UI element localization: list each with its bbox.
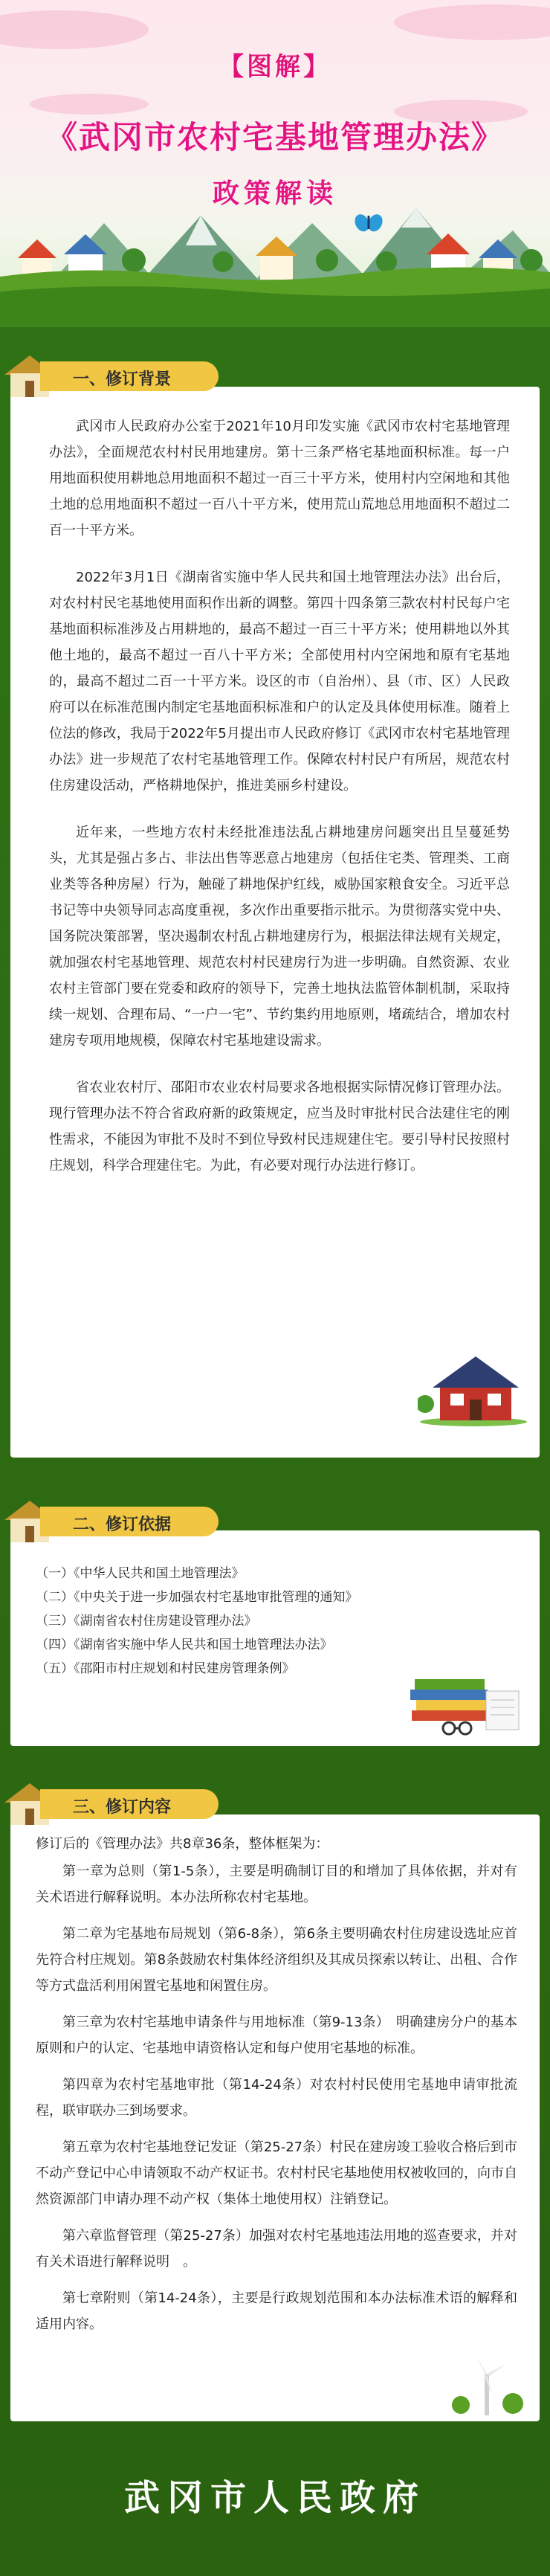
- section-heading-text: 一、修订背景: [73, 370, 172, 389]
- content-paragraph: 第五章为农村宅基地登记发证（第25-27条）村民在建房竣工验收合格后到市不动产登记中心申请领取不动产权证书。农村村民宅基地使用权被收回的，向市自然资源部门申请办理不动产权（集体土地使用权）注销登记。: [36, 2139, 517, 2207]
- section-heading-text: 二、修订依据: [73, 1516, 172, 1534]
- content-card: [10, 1815, 540, 2421]
- content-paragraph: 第二章为宅基地布局规划（第6-8条），第6条主要明确农村住房建设选址应首先符合村庄规划。第8条鼓励农村集体经济组织及其成员探索以转让、出租、合作等方式盘活利用闲置宅基地和闲置住房。: [36, 1926, 517, 1994]
- header-tag: 【图解】: [219, 52, 331, 82]
- content-paragraph: 第七章附则（第14-24条），主要是行政规划范围和本办法标准术语的解释和适用内容。: [36, 2290, 517, 2332]
- section-heading-basis: [0, 1498, 253, 1542]
- red-house-illustration: [418, 1345, 529, 1426]
- background-paragraph: 近年来，一些地方农村未经批准违法乱占耕地建房问题突出且呈蔓延势头，尤其是强占多占、非法出售等恶意占地建房（包括住宅类、管理类、工商业类等各种房屋）行为，触碰了耕地保护红线，威胁国家粮食安全。习近平总书记等中央领导同志高度重视，多次作出重要指示批示。为贯彻落实党中央、国务院决策部署，坚决遏制农村乱占耕地建房行为，根据法律法规有关规定，就加强农村宅基地管理、规范农村村民建房行为进一步明确。自然资源、农业农村主管部门要在党委和政府的领导下，完善土地执法监管体制机制，采取持续一规划、合理布局、“一户一宅”、节约集约用地原则，堵疏结合，增加农村建房专项用地规模，保障农村宅基地建设需求。: [49, 825, 510, 1049]
- basis-item: （一）《中华人民共和国土地管理法》: [36, 1566, 245, 1581]
- background-body: [49, 413, 510, 1200]
- basis-item: （三）《湖南省农村住房建设管理办法》: [36, 1614, 257, 1629]
- header-banner: [0, 0, 550, 327]
- background-card: [10, 387, 540, 1458]
- windmill-icon: [446, 2351, 528, 2418]
- footer-org: 武冈市人民政府: [123, 2477, 426, 2519]
- content-paragraph: 第六章监督管理（第25-27条）加强对农村宅基地违法用地的巡查要求，并对有关术语进行解释说明 。: [36, 2228, 517, 2270]
- background-paragraph: 2022年3月1日《湖南省实施中华人民共和国土地管理法办法》出台后，对农村村民宅基地使用面积作出新的调整。第四十四条第三款农村村民每户宅基地面积标准涉及占用耕地的，最高不超过一百三十平方米；使用耕地以外其他土地的，最高不超过一百八十平方米；全部使用村内空闲地和原有宅基地的，最高不超过二百一十平方米。设区的市（自治州）、县（市、区）人民政府可以在标准范围内制定宅基地面积标准和户的认定及具体使用标准。随着上位法的修改，我局于2022年5月提出市人民政府修订《武冈市农村宅基地管理办法》进一步规范了农村宅基地管理工作。保障农村村民户有所居，规范农村住房建设活动，严格耕地保护，推进美丽乡村建设。: [49, 570, 510, 793]
- section-heading-pill: [40, 1507, 219, 1536]
- content-body: [36, 1831, 517, 2348]
- glasses-icon: [443, 1722, 471, 1734]
- section-heading-text: 三、修订内容: [73, 1798, 172, 1817]
- section-heading-pill: [40, 1789, 219, 1819]
- basis-card: [10, 1530, 540, 1746]
- basis-item: （五）《邵阳市村庄规划和村民建房管理条例》: [36, 1661, 295, 1676]
- section-heading-content: [0, 1780, 253, 1825]
- section-heading-background: [0, 352, 253, 397]
- butterfly-icon: [352, 212, 385, 234]
- books-icon: [404, 1646, 523, 1736]
- content-paragraph: 第三章为农村宅基地申请条件与用地标准（第9-13条） 明确建房分户的基本原则和户的认定、宅基地申请资格认定和每户使用宅基地的标准。: [36, 2015, 517, 2056]
- content-lead: 修订后的《管理办法》共8章36条，整体框架为：: [36, 1836, 329, 1852]
- background-paragraph: 省农业农村厅、邵阳市农业农村局要求各地根据实际情况修订管理办法。现行管理办法不符合省政府新的政策规定，应当及时审批村民合法建住宅的刚性需求，不能因为审批不及时不到位导致村民违规建住宅。要引导村民按照村庄规划，科学合理建住宅。为此，有必要对现行办法进行修订。: [49, 1080, 510, 1173]
- background-paragraph: 武冈市人民政府办公室于2021年10月印发实施《武冈市农村宅基地管理办法》，全面规范农村村民用地建房。第十三条严格宅基地面积标准。每一户用地面积使用耕地总用地面积不超过一百三十平方米，使用村内空闲地和其他土地的总用地面积不超过一百八十平方米，使用荒山荒地总用地面积不超过二百一十平方米。: [49, 419, 510, 538]
- page-title: 《武冈市农村宅基地管理办法》: [45, 119, 504, 155]
- page-subtitle: 政策解读: [212, 178, 337, 209]
- basis-item: （二）《中央关于进一步加强农村宅基地审批管理的通知》: [36, 1590, 358, 1605]
- section-heading-pill: [40, 361, 219, 391]
- basis-item: （四）《湖南省实施中华人民共和国土地管理法办法》: [36, 1638, 333, 1652]
- basis-list: [36, 1562, 358, 1681]
- content-paragraph: 第一章为总则（第1-5条），主要是明确制订目的和增加了具体依据，并对有关术语进行解释说明。本办法所称农村宅基地。: [36, 1864, 517, 1905]
- content-paragraph: 第四章为农村宅基地审批（第14-24条）对农村村民使用宅基地申请审批流程，联审联办三到场要求。: [36, 2077, 517, 2119]
